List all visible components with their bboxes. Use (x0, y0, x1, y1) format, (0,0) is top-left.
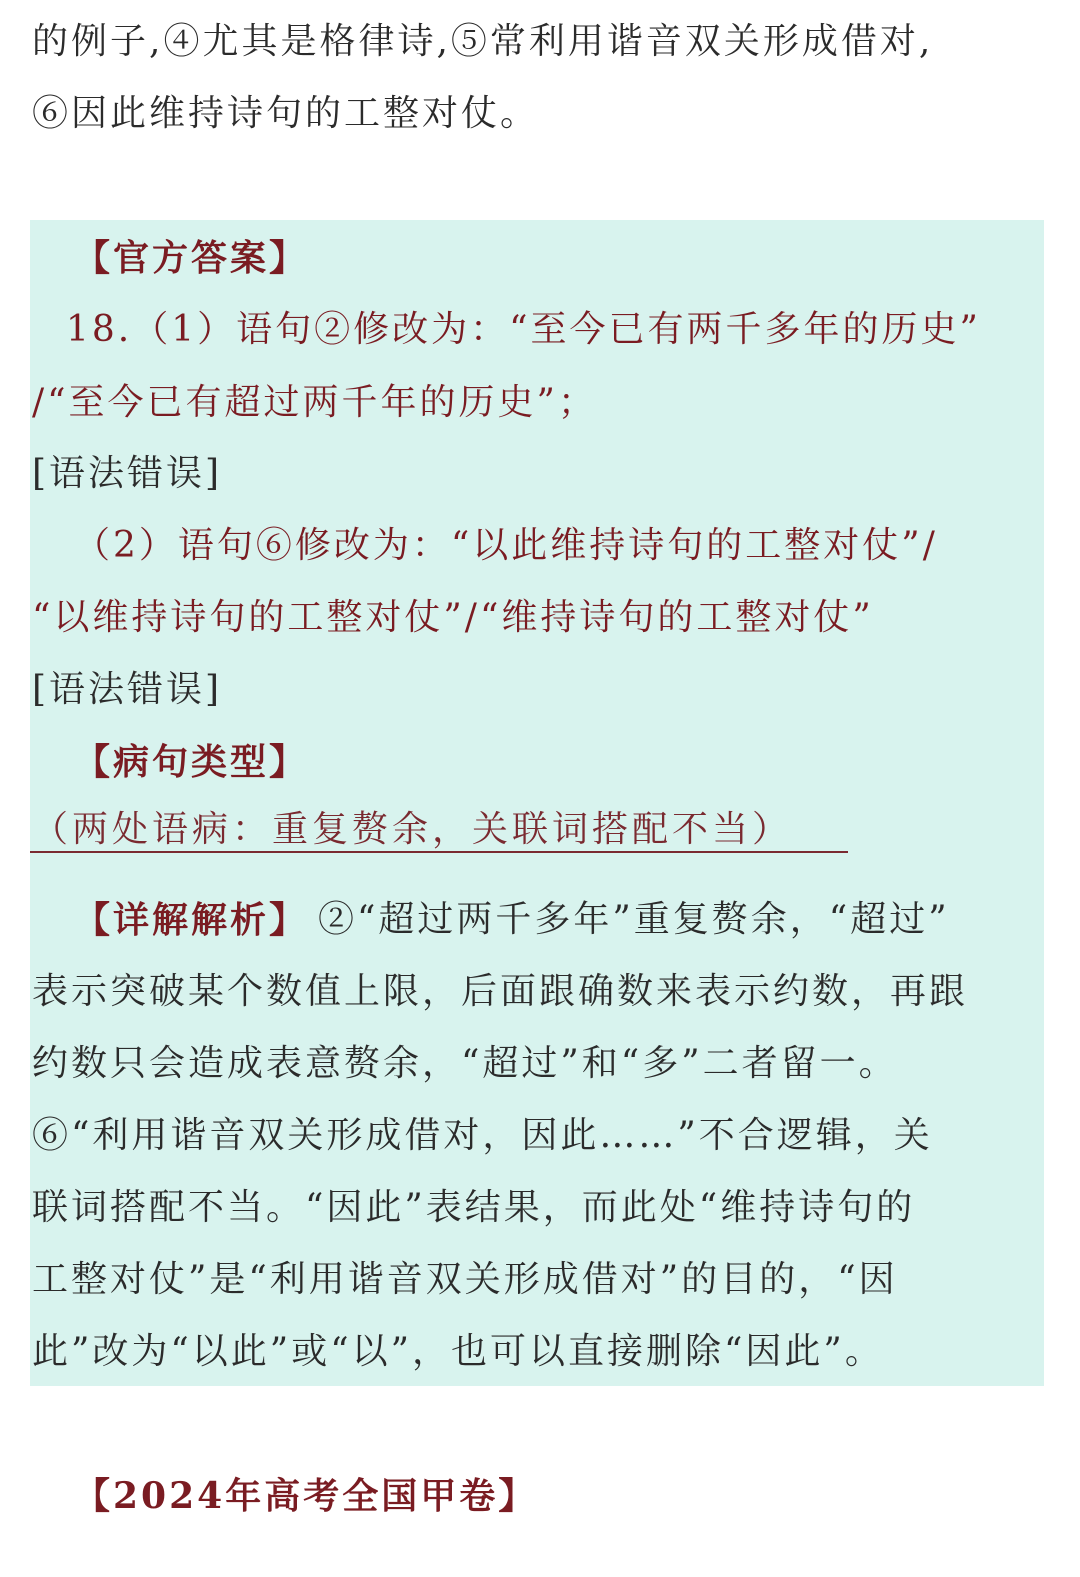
grammar-error-label-2: [语法错误] (32, 669, 223, 710)
error-type-note: （两处语病：重复赘余，关联词搭配不当） (32, 809, 793, 850)
analysis-line-3: 约数只会造成表意赘余，“超过”和“多”二者留一。 (32, 1043, 898, 1084)
grammar-error-label-1: [语法错误] (32, 453, 223, 494)
analysis-line-2: 表示突破某个数值上限，后面跟确数来表示约数，再跟 (32, 971, 969, 1012)
q18-part1-line1: 18.（1）语句②修改为：“至今已有两千多年的历史” (66, 309, 981, 350)
exam-heading: 【2024年高考全国甲卷】 (74, 1475, 538, 1517)
analysis-line-7: 此”改为“以此”或“以”，也可以直接删除“因此”。 (32, 1331, 884, 1372)
analysis-line-4: ⑥“利用谐音双关形成借对，因此……”不合逻辑，关 (32, 1115, 933, 1156)
q18-part2-line2: “以维持诗句的工整对仗”/“维持诗句的工整对仗” (32, 597, 874, 638)
q18-part2-line1: （2）语句⑥修改为：“以此维持诗句的工整对仗”/ (74, 525, 938, 566)
intro-line-2: ⑥因此维持诗句的工整对仗。 (32, 93, 540, 134)
q18-part1-line2: /“至今已有超过两千年的历史”； (32, 382, 597, 423)
analysis-line-6: 工整对仗”是“利用谐音双关形成借对”的目的，“因 (32, 1259, 898, 1300)
error-type-underline (30, 851, 848, 853)
analysis-line-1: ②“超过两千多年”重复赘余，“超过” (318, 899, 950, 940)
error-type-heading: 【病句类型】 (74, 741, 309, 783)
official-answer-heading: 【官方答案】 (74, 237, 309, 279)
intro-line-1: 的例子,④尤其是格律诗,⑤常利用谐音双关形成借对, (32, 21, 934, 62)
analysis-line-5: 联词搭配不当。“因此”表结果，而此处“维持诗句的 (32, 1187, 916, 1228)
analysis-heading: 【详解解析】 (74, 899, 309, 941)
